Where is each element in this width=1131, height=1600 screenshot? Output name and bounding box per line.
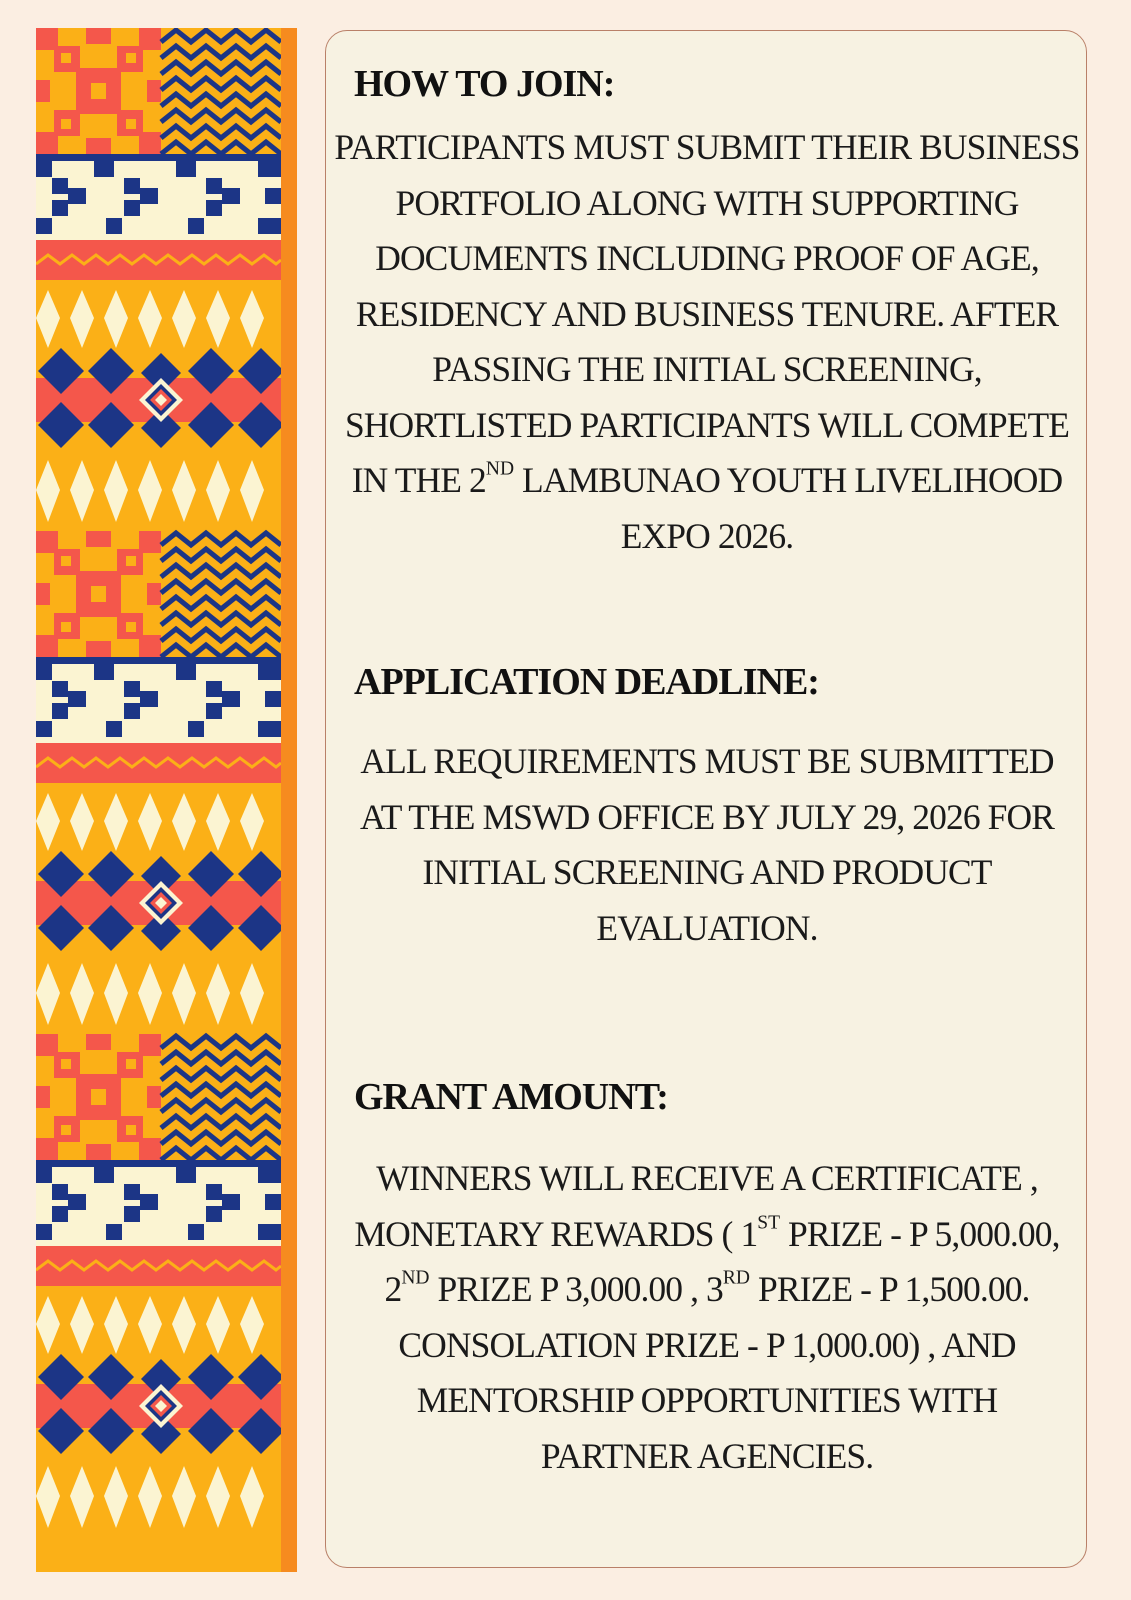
banner-orange-edge <box>281 28 297 1572</box>
application-deadline-text: ALL REQUIREMENTS MUST BE SUBMITTED AT THE MSWD OFFICE BY JULY 29, 2026 FOR INITIAL SCREENING AND PRODUCT EVALUATION. <box>359 741 1055 948</box>
how-to-join-text: PARTICIPANTS MUST SUBMIT THEIR BUSINESS PORTFOLIO ALONG WITH SUPPORTING DOCUMENTS INCLUDING PROOF OF AGE, RESIDENCY AND BUSINESS TENURE. AFTER PASSING THE INITIAL SCREENING, SHORTLISTED PARTICIPANTS WILL COMPETE IN THE 2ND LAMBUNAO YOUTH LIVELIHOOD EXPO 2026. <box>334 127 1080 556</box>
application-deadline-heading: APPLICATION DEADLINE: <box>354 661 819 703</box>
grant-amount-heading: GRANT AMOUNT: <box>354 1076 668 1118</box>
content-panel <box>325 30 1087 1568</box>
decorative-tribal-pattern-banner <box>36 28 281 1572</box>
grant-amount-text: WINNERS WILL RECEIVE A CERTIFICATE , MONETARY REWARDS ( 1ST PRIZE - P 5,000.00, 2ND PRIZE P 3,000.00 , 3RD PRIZE - P 1,500.00. CONSOLATION PRIZE - P 1,000.00) , AND MENTORSHIP OPPORTUNITIES WITH PARTNER AGENCIES. <box>354 1158 1060 1476</box>
how-to-join-heading: HOW TO JOIN: <box>354 63 615 105</box>
